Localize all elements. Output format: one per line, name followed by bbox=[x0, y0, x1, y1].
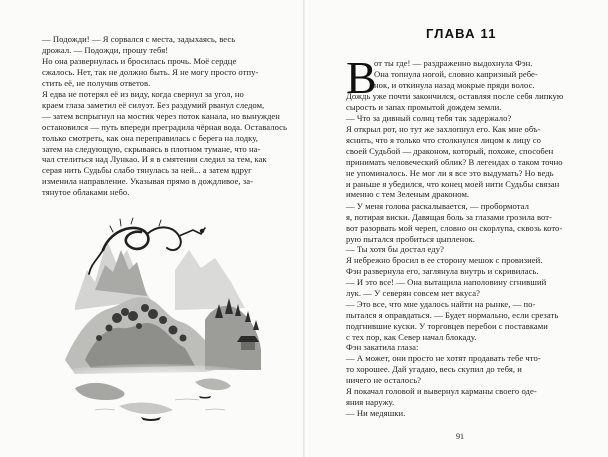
left-paragraph-3: Я едва не потерял её из виду, когда свернул за угол, но краем глаза заметил её силуэт. Без раздумий рванул следом, — затем вспрыгнул на мостик через поток канала, но вынужден остановился — путь впереди преградила чёрная вода. Оставалось только смотреть, как она переправилась с берега на лодку, затем на следующую, скрываясь в плотном тумане, что на- чал стелиться над Лункао. И я в смятении следил за тем, как серая нить Судьбы слабо тянулась за ней... а затем вдруг изменила направление. Указывая прямо в дождливое, за- тянутое облаками небо. bbox=[42, 89, 287, 198]
chapter-title: ГЛАВА 11 bbox=[426, 26, 497, 41]
right-paragraph-11: Я покачал головой и вывернул карманы своего оде- яния наружу. bbox=[346, 386, 537, 407]
right-paragraph-7: — И это все! — Она вытащила наполовину сгнивший лук. — У северян совсем нет вкуса? bbox=[346, 277, 547, 298]
ink-illustration bbox=[55, 210, 270, 425]
shore-rock bbox=[119, 403, 173, 415]
right-paragraph-4: — У меня голова раскалывается, — пробормотал я, потирая виски. Давящая боль за глазами грозила вот- вот разорвать мой череп, словно он скорлупа, сквозь кото- рую пытался пробиться цыпленок. bbox=[346, 201, 563, 244]
left-paragraph-1: — Подожди! — Я сорвался с места, задыхаясь, весь дрожал. — Подожди, прошу тебя! bbox=[42, 34, 236, 55]
right-paragraph-8: — Это все, что мне удалось найти на рынке, — по- пытался я оправдаться. — Будет нормально, если срезать подгнившие куски. У торговцев перебои с поставками с тех пор, как Север начал блокаду. bbox=[346, 299, 559, 342]
right-paragraph-10: — А может, они просто не хотят продавать тебе что- то хорошее. Дай угадаю, весь скупил до тебя, и ничего не осталось? bbox=[346, 353, 541, 385]
right-paragraph-12: — Ни медяшки. bbox=[346, 408, 406, 418]
right-opening-lines: от ты где! — раздраженно выдохнула Фэн. Она топнула ногой, словно капризный ребе- нок, и откинула назад мокрые пряди волос. bbox=[374, 58, 538, 90]
drop-cap: В bbox=[346, 52, 377, 103]
right-paragraph-2: — Что за дивный солнц тебя так задержало? bbox=[346, 113, 512, 123]
right-paragraph-1: Дождь уже почти закончился, оставляя после себя липкую сырость и запах промытой дождем земли. bbox=[346, 91, 564, 112]
page-number: 91 bbox=[456, 432, 464, 441]
right-paragraph-6: Я небрежно бросил в ее сторону мешок с провизией. Фэн развернула его, заглянула внутрь и скривилась. bbox=[346, 255, 543, 276]
right-paragraph-3: Я открыл рот, но тут же захлопнул его. Как мне объ- яснить, что я только что столкнулся лицом к лицу со своей Судьбой — драконом, который, похоже, способен принимать человеческий облик? В легендах о таком точно не упоминалось. Не мог ли я все это выдумать? Но ведь и раньше я убедился, что конец моей нити Судьбы связан именно с тем Зеленым драконом. bbox=[346, 124, 563, 200]
distant-mountain bbox=[175, 250, 245, 310]
left-paragraph-2: Но она развернулась и бросилась прочь. Моё сердце сжалось. Нет, так не должно быть. Я не могу просто отпу- стить её, не получив ответов. bbox=[42, 56, 259, 88]
right-paragraph-5: — Ты хотя бы достал еду? bbox=[346, 244, 444, 254]
right-paragraph-9: Фэн закатила глаза: bbox=[346, 342, 419, 352]
